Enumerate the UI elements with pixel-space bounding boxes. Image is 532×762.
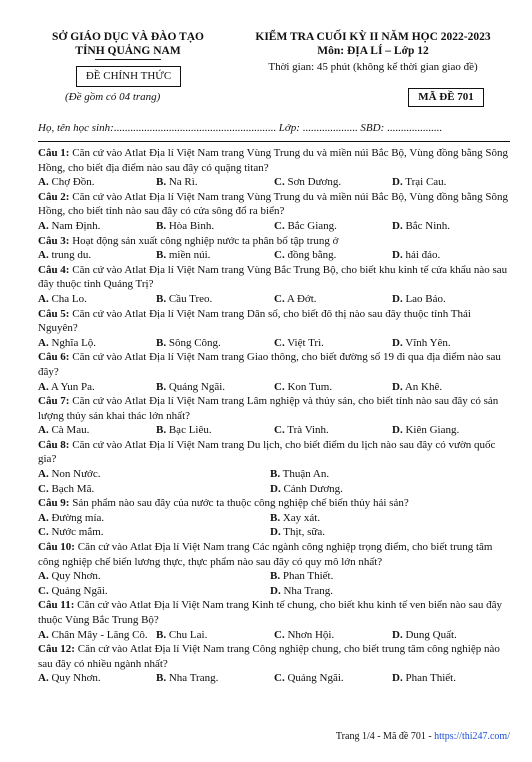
question-stem <box>38 146 512 175</box>
answer-letter: C. <box>38 584 49 597</box>
answer-option[interactable] <box>392 380 510 395</box>
answer-option[interactable] <box>38 248 156 263</box>
footer-link[interactable]: https://thi247.com/ <box>434 731 510 742</box>
question-item <box>38 234 512 263</box>
answer-text: Cà Mau. <box>51 424 90 437</box>
official-label-box: ĐỀ CHÍNH THỨC <box>76 66 181 87</box>
answer-letter: C. <box>38 482 49 495</box>
answer-letter: D. <box>392 380 403 393</box>
answer-option[interactable] <box>392 671 510 686</box>
question-item <box>38 263 512 307</box>
answer-text: Chu Lai. <box>168 628 208 641</box>
answer-options <box>38 628 512 643</box>
answer-options <box>38 467 512 496</box>
answer-letter: B. <box>270 468 281 481</box>
question-text: Căn cứ vào Atlat Địa lí Việt Nam trang Công nghiệp chung, cho biết trung tâm công nghiệp nào sau đây có nhiều ngành nhất? <box>38 643 500 670</box>
answer-text: hải đảo. <box>405 249 441 262</box>
answer-text: Cầu Treo. <box>168 292 213 305</box>
answer-letter: A. <box>38 292 49 305</box>
question-item <box>38 540 512 598</box>
answer-option[interactable] <box>156 292 274 307</box>
answer-option[interactable] <box>392 292 510 307</box>
answer-option[interactable] <box>392 336 510 351</box>
answer-letter: B. <box>156 424 167 437</box>
answer-text: Nam Định. <box>51 219 101 232</box>
answer-option[interactable] <box>38 511 270 526</box>
answer-option[interactable] <box>38 219 156 234</box>
answer-option[interactable] <box>156 423 274 438</box>
answer-text: Bạc Liêu. <box>168 424 212 437</box>
answer-text: Dung Quất. <box>405 628 457 641</box>
answer-text: Hòa Bình. <box>168 219 215 232</box>
answer-letter: A. <box>38 176 49 189</box>
answer-text: Nhơn Hội. <box>287 628 335 641</box>
answer-option[interactable] <box>392 628 510 643</box>
answer-text: Nghĩa Lộ. <box>51 336 97 349</box>
answer-text: Nha Trang. <box>283 584 333 597</box>
question-stem <box>38 540 512 569</box>
answer-option[interactable] <box>156 219 274 234</box>
question-text: Hoạt động sản xuất công nghiệp nước ta phân bố tập trung ở <box>72 234 339 247</box>
answer-text: Sông Công. <box>168 336 221 349</box>
answer-text: Phan Thiết. <box>405 672 456 685</box>
question-text: Căn cứ vào Atlat Địa lí Việt Nam trang Du lịch, cho biết điểm du lịch nào sau đây có vườn quốc gia? <box>38 438 496 466</box>
answer-letter: C. <box>38 526 49 539</box>
footer-page-info: Trang 1/4 - Mã đề 701 - <box>335 731 432 742</box>
answer-letter: A. <box>38 424 49 437</box>
answer-option[interactable] <box>38 175 156 190</box>
answer-text: An Khê. <box>404 380 443 393</box>
question-item <box>38 394 512 438</box>
answer-letter: D. <box>392 336 403 349</box>
question-stem <box>38 598 512 627</box>
exam-title: KIỂM TRA CUỐI KỲ II NĂM HỌC 2022-2023 <box>255 31 491 43</box>
question-stem <box>38 438 512 467</box>
answer-option[interactable] <box>274 248 392 263</box>
question-number: Câu 1: <box>38 147 70 159</box>
answer-option[interactable] <box>156 336 274 351</box>
answer-option[interactable] <box>38 380 156 395</box>
answer-option[interactable] <box>274 628 392 643</box>
answer-letter: C. <box>274 219 285 232</box>
question-stem <box>38 190 512 219</box>
answer-option[interactable] <box>274 423 392 438</box>
answer-text: đồng bằng. <box>287 249 337 262</box>
answer-letter: D. <box>392 424 403 437</box>
student-info-line <box>38 122 508 134</box>
answer-options <box>38 380 512 395</box>
student-name-label: Họ, tên học sinh: <box>38 122 114 134</box>
answer-options <box>38 569 512 598</box>
answer-letter: A. <box>38 628 49 641</box>
answer-text: trung du. <box>51 249 92 262</box>
answer-option[interactable] <box>392 423 510 438</box>
answer-options <box>38 671 512 686</box>
question-number: Câu 2: <box>38 190 70 203</box>
answer-option[interactable] <box>38 423 156 438</box>
question-item <box>38 190 512 234</box>
question-text: Căn cứ vào Atlat Địa lí Việt Nam trang Giao thông, cho biết đường số 19 đi qua địa điểm nào sau đây? <box>38 351 501 378</box>
answer-letter: C. <box>274 672 285 685</box>
answer-letter: D. <box>270 584 281 597</box>
answer-option[interactable] <box>38 584 270 599</box>
answer-letter: B. <box>156 672 167 685</box>
class-field: .................... <box>302 122 358 134</box>
answer-text: Phan Thiết. <box>282 570 334 583</box>
question-list <box>38 146 512 686</box>
answer-options <box>38 219 512 234</box>
answer-text: Bắc Giang. <box>287 219 337 232</box>
id-label: SBD: <box>360 122 385 134</box>
answer-letter: C. <box>274 424 285 437</box>
answer-letter: C. <box>274 292 285 305</box>
answer-letter: B. <box>156 292 167 305</box>
answer-text: Trại Cau. <box>405 176 447 189</box>
answer-letter: D. <box>270 526 281 539</box>
question-number: Câu 11: <box>38 599 75 612</box>
question-number: Câu 12: <box>38 643 75 656</box>
question-stem <box>38 394 512 423</box>
answer-option[interactable] <box>156 248 274 263</box>
answer-letter: A. <box>38 249 49 262</box>
question-stem <box>38 496 512 511</box>
answer-option[interactable] <box>156 671 274 686</box>
answer-option[interactable] <box>156 175 274 190</box>
question-item <box>38 438 512 496</box>
answer-letter: A. <box>38 336 49 349</box>
question-stem <box>38 642 512 671</box>
answer-text: Sơn Dương. <box>287 176 342 189</box>
answer-letter: D. <box>392 672 403 685</box>
question-number: Câu 4: <box>38 263 70 276</box>
question-text: Căn cứ vào Atlat Địa lí Việt Nam trang Vùng Trung du và miền núi Bắc Bộ, Vùng đồng bằng Sông Hồng, cho biết tỉnh nào sau đây có cửa sông đổ ra biển? <box>38 190 509 218</box>
question-stem <box>38 307 512 336</box>
page-footer <box>336 731 510 742</box>
answer-text: Trà Vinh. <box>287 424 329 437</box>
answer-option[interactable] <box>38 336 156 351</box>
answer-text: Xay xát. <box>282 511 321 524</box>
answer-letter: D. <box>270 482 281 495</box>
answer-text: Bắc Ninh. <box>405 219 451 232</box>
answer-letter: A. <box>38 468 49 481</box>
answer-text: Chợ Đồn. <box>51 176 95 189</box>
answer-option[interactable] <box>274 336 392 351</box>
exam-code-box: MÃ ĐỀ 701 <box>408 88 484 107</box>
question-text: Sản phẩm nào sau đây của nước ta thuộc công nghiệp chế biến thủy hải sản? <box>72 497 409 510</box>
answer-text: Quảng Ngãi. <box>168 380 226 393</box>
answer-letter: A. <box>38 570 49 583</box>
answer-option[interactable] <box>274 219 392 234</box>
answer-text: Thuận An. <box>282 468 330 481</box>
question-stem <box>38 350 512 379</box>
province-name: TỈNH QUẢNG NAM <box>75 45 181 57</box>
answer-option[interactable] <box>270 584 502 599</box>
answer-text: Vĩnh Yên. <box>405 336 451 349</box>
answer-option[interactable] <box>274 292 392 307</box>
header-underline <box>95 59 161 60</box>
answer-text: Quảng Ngãi. <box>287 672 344 685</box>
answer-text: Lao Bảo. <box>405 292 446 305</box>
answer-text: Việt Trì. <box>287 336 324 349</box>
exam-time: Thời gian: 45 phút (không kể thời gian giao đề) <box>268 61 478 73</box>
answer-option[interactable] <box>270 525 502 540</box>
answer-letter: D. <box>392 292 403 305</box>
question-number: Câu 10: <box>38 541 75 554</box>
answer-letter: A. <box>38 380 49 393</box>
class-label: Lớp: <box>278 122 300 134</box>
answer-option[interactable] <box>392 219 510 234</box>
answer-text: miền núi. <box>168 249 211 262</box>
question-item <box>38 642 512 686</box>
answer-option[interactable] <box>38 292 156 307</box>
answer-text: Nha Trang. <box>168 672 219 685</box>
answer-letter: B. <box>156 219 167 232</box>
answer-text: Quảng Ngãi. <box>51 584 108 597</box>
answer-option[interactable] <box>270 569 502 584</box>
department-header <box>28 30 228 60</box>
answer-letter: B. <box>156 336 167 349</box>
student-name-field: ........................................................... <box>113 122 277 134</box>
answer-text: Na Rì. <box>168 176 198 189</box>
answer-option[interactable] <box>38 628 156 643</box>
answer-text: Kon Tum. <box>287 380 333 393</box>
answer-option[interactable] <box>274 671 392 686</box>
question-item <box>38 496 512 540</box>
answer-options <box>38 423 512 438</box>
answer-text: Quy Nhơn. <box>51 570 101 583</box>
answer-option[interactable] <box>274 175 392 190</box>
exam-header <box>236 30 510 74</box>
question-text: Căn cứ vào Atlat Địa lí Việt Nam trang Vùng Bắc Trung Bộ, cho biết khu kinh tế cửa khẩu nào sau đây thuộc tỉnh Quảng Trị? <box>38 263 508 291</box>
answer-letter: C. <box>274 176 285 189</box>
answer-text: A Đớt. <box>286 292 317 305</box>
id-field: .................... <box>387 122 442 134</box>
answer-option[interactable] <box>270 482 502 497</box>
answer-option[interactable] <box>270 511 502 526</box>
answer-letter: B. <box>156 380 167 393</box>
answer-letter: B. <box>270 570 281 583</box>
answer-options <box>38 248 512 263</box>
answer-letter: B. <box>156 628 167 641</box>
answer-text: Quy Nhơn. <box>51 672 101 685</box>
answer-option[interactable] <box>38 671 156 686</box>
answer-letter: D. <box>392 628 403 641</box>
answer-letter: A. <box>38 219 49 232</box>
question-number: Câu 6: <box>38 351 70 364</box>
question-text: Căn cứ vào Atlat Địa lí Việt Nam trang Lâm nghiệp và thủy sản, cho biết tỉnh nào sau đây có sản lượng thủy sản khai thác lớn nhất? <box>38 395 499 422</box>
answer-option[interactable] <box>392 248 510 263</box>
answer-text: Cha Lo. <box>51 292 87 305</box>
question-number: Câu 8: <box>38 438 70 451</box>
answer-letter: D. <box>392 219 403 232</box>
question-number: Câu 3: <box>38 234 70 247</box>
question-number: Câu 9: <box>38 497 70 510</box>
exam-subject: Môn: ĐỊA LÍ – Lớp 12 <box>317 45 429 57</box>
question-number: Câu 5: <box>38 307 70 320</box>
answer-text: Cảnh Dương. <box>283 482 343 495</box>
answer-option[interactable] <box>392 175 510 190</box>
answer-option[interactable] <box>38 467 270 482</box>
answer-text: Bạch Mã. <box>51 482 95 495</box>
answer-text: Non Nước. <box>51 468 101 481</box>
question-number: Câu 7: <box>38 395 70 408</box>
answer-options <box>38 336 512 351</box>
answer-option[interactable] <box>38 569 270 584</box>
answer-text: Kiên Giang. <box>405 424 460 437</box>
answer-option[interactable] <box>156 380 274 395</box>
answer-letter: C. <box>274 336 285 349</box>
question-item <box>38 146 512 190</box>
answer-text: Thịt, sữa. <box>283 526 325 539</box>
question-stem <box>38 263 512 292</box>
department-name: SỞ GIÁO DỤC VÀ ĐÀO TẠO <box>52 31 204 43</box>
answer-text: Đường mía. <box>51 511 105 524</box>
answer-letter: A. <box>38 511 49 524</box>
answer-letter: C. <box>274 380 285 393</box>
question-text: Căn cứ vào Atlat Địa lí Việt Nam trang Dân số, cho biết đô thị nào sau đây thuộc tỉnh Thái Nguyên? <box>38 307 471 335</box>
answer-options <box>38 175 512 190</box>
answer-option[interactable] <box>38 525 270 540</box>
answer-letter: C. <box>274 628 285 641</box>
answer-letter: D. <box>392 249 403 262</box>
answer-option[interactable] <box>156 628 274 643</box>
answer-options <box>38 292 512 307</box>
question-item <box>38 350 512 394</box>
pages-note: (Đề gồm có 04 trang) <box>65 91 161 103</box>
answer-text: A Yun Pa. <box>50 380 95 393</box>
answer-letter: B. <box>156 249 167 262</box>
question-stem <box>38 234 512 249</box>
answer-option[interactable] <box>38 482 270 497</box>
answer-option[interactable] <box>274 380 392 395</box>
question-item <box>38 307 512 351</box>
question-text: Căn cứ vào Atlat Địa lí Việt Nam trang Kinh tế chung, cho biết khu kinh tế ven biển nào sau đây thuộc Vùng Bắc Trung Bộ? <box>38 599 502 626</box>
question-text: Căn cứ vào Atlat Địa lí Việt Nam trang Vùng Trung du và miền núi Bắc Bộ, Vùng đồng bằng Sông Hồng, cho biết địa điểm nào sau đây có quặng titan? <box>38 147 509 174</box>
answer-text: Chân Mây - Lăng Cô. <box>51 628 148 641</box>
question-item <box>38 598 512 642</box>
answer-letter: D. <box>392 176 403 189</box>
answer-text: Nước mắm. <box>51 526 104 539</box>
header-divider <box>38 141 510 142</box>
answer-letter: A. <box>38 672 49 685</box>
answer-letter: B. <box>156 176 167 189</box>
answer-letter: C. <box>274 249 285 262</box>
question-text: Căn cứ vào Atlat Địa lí Việt Nam trang Các ngành công nghiệp trọng điểm, cho biết trung tâm công nghiệp chế biến lương thực, thực phẩm nào sau đây có quy mô lớn nhất? <box>38 541 493 568</box>
answer-option[interactable] <box>270 467 502 482</box>
answer-options <box>38 511 512 540</box>
answer-letter: B. <box>270 511 281 524</box>
